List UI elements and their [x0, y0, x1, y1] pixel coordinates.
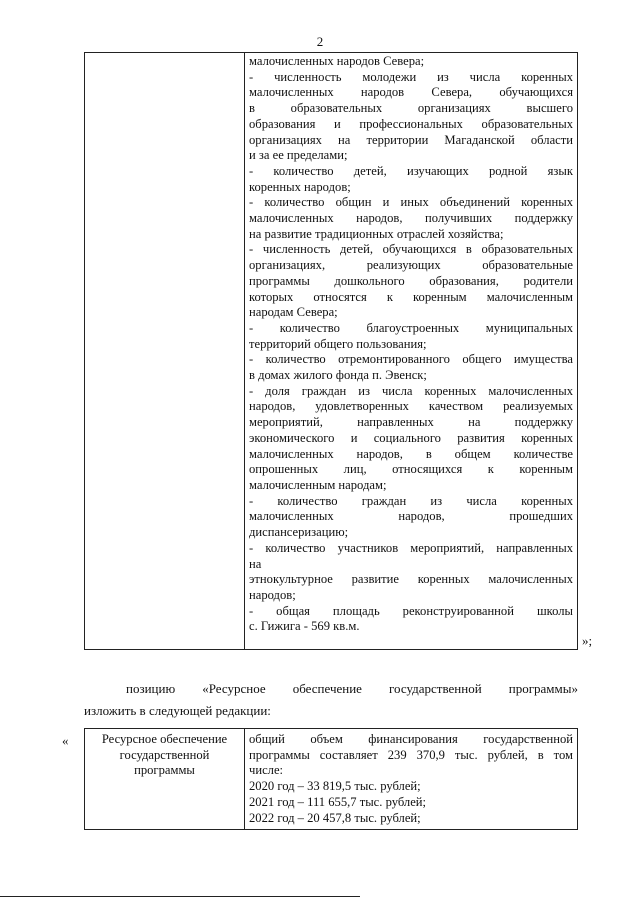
indicator-text-line: - численность детей, обучающихся в образовательных [249, 242, 573, 257]
resource-value-line: 2020 год – 33 819,5 тыс. рублей; [249, 779, 421, 794]
resource-value-line: общий объем финансирования государственной [249, 732, 573, 746]
closing-quote: »; [582, 633, 593, 648]
indicator-text-line: - количество благоустроенных муниципальных [249, 320, 573, 335]
indicator-text-line: опрошенных лиц, относящихся к коренным [249, 462, 573, 477]
indicator-text-line: и за ее пределами; [249, 148, 348, 163]
resource-table [84, 728, 578, 830]
indicator-text-line: - численность молодежи из числа коренных [249, 69, 573, 84]
resource-label-line: государственной [119, 747, 210, 762]
indicator-text-line: в образовательных организациях высшего [249, 101, 573, 116]
indicator-text-line: на развитие традиционных отраслей хозяйства; [249, 226, 504, 241]
indicator-text-line: - общая площадь реконструированной школы [249, 603, 573, 618]
indicator-text-line: малочисленным народам; [249, 477, 387, 492]
indicator-text-line: на [249, 556, 262, 571]
indicator-text-line: организациях, реализующих образовательные [249, 258, 573, 273]
indicator-text-line: - количество участников мероприятий, направленных [249, 540, 573, 555]
indicator-text-line: этнокультурное развитие коренных малочисленных [249, 572, 573, 587]
indicator-text-line: малочисленных народов, получивших поддержку [249, 211, 573, 226]
resource-label-line: программы [134, 763, 195, 778]
page-number: 2 [316, 34, 324, 49]
indicators-table-left-cell [85, 53, 245, 649]
indicator-text-line: малочисленных народов Севера; [249, 54, 425, 68]
indicator-text-line: программы дошкольного образования, родители [249, 273, 573, 288]
indicators-table [84, 52, 578, 650]
indicator-text-line: организациях на территории Магаданской области [249, 132, 573, 147]
indicator-text-line: территорий общего пользования; [249, 336, 427, 351]
indicator-text-line: малочисленных народов, прошедших [249, 509, 573, 524]
indicator-text-line: которых относятся к коренным малочисленным [249, 289, 573, 304]
indicator-text-line: диспансеризацию; [249, 525, 349, 540]
indicator-text-line: - количество детей, изучающих родной язык [249, 163, 573, 178]
resource-value-line: 2021 год – 111 655,7 тыс. рублей; [249, 794, 427, 809]
resource-table-right-cell [249, 732, 573, 826]
resource-value-line: программы составляет 239 370,9 тыс. рублей, в том [249, 747, 573, 762]
indicator-text-line: малочисленных народов, в общем количестве [249, 446, 573, 461]
indicator-text-line: - доля граждан из числа коренных малочисленных [249, 383, 573, 398]
indicator-text-line: образования и профессиональных образовательных [249, 116, 573, 131]
indicator-text-line: малочисленных народов Севера, обучающихся [249, 85, 573, 100]
indicator-text-line: с. Гижига - 569 кв.м. [249, 619, 360, 634]
resource-value-line: 2022 год – 20 457,8 тыс. рублей; [249, 810, 421, 825]
indicator-text-line: народов; [249, 587, 296, 602]
opening-quote: « [62, 733, 69, 748]
indicator-text-line: экономического и социального развития коренных [249, 430, 573, 445]
indicators-table-right-cell [249, 54, 573, 635]
resource-table-left-cell [85, 729, 245, 829]
indicator-text-line: - количество отремонтированного общего имущества [249, 352, 573, 367]
resource-label-line: Ресурсное обеспечение [101, 732, 228, 746]
resource-value-line: числе: [249, 763, 284, 778]
indicator-text-line: в домах жилого фонда п. Эвенск; [249, 368, 427, 383]
amendment-paragraph-line-1: позицию «Ресурсное обеспечение государственной программы» [126, 681, 578, 696]
indicator-text-line: мероприятий, направленных на поддержку [249, 415, 573, 430]
indicator-text-line: народам Севера; [249, 305, 338, 320]
indicator-text-line: народов, удовлетворенных качеством реализуемых [249, 399, 573, 414]
indicator-text-line: - количество общин и иных объединений коренных [249, 195, 573, 210]
indicator-text-line: - количество граждан из числа коренных [249, 493, 573, 508]
indicator-text-line: коренных народов; [249, 179, 351, 194]
amendment-paragraph-line-2: изложить в следующей редакции: [84, 703, 271, 718]
footer-rule [0, 896, 360, 897]
